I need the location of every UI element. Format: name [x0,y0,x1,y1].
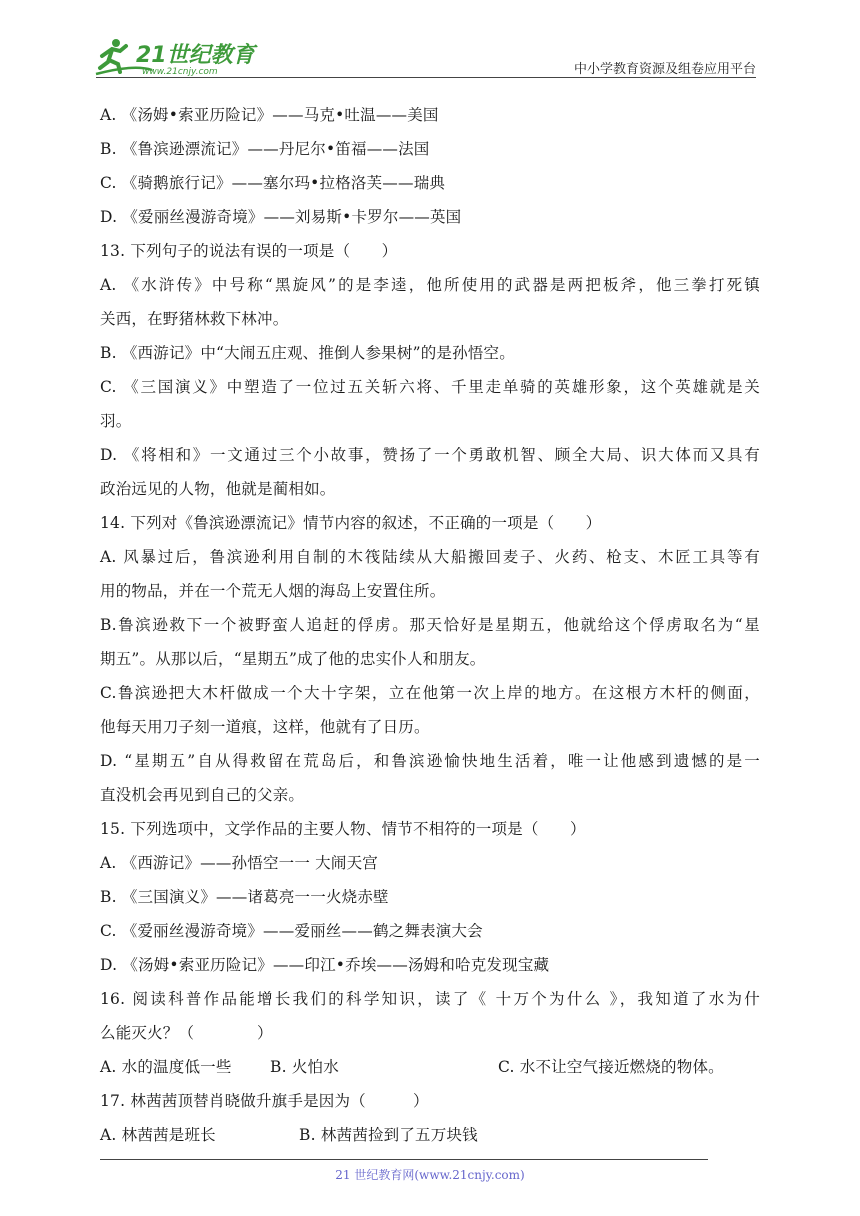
q16-options [100,1050,760,1084]
q13-stem: 13. 下列句子的说法有误的一项是（ ） [100,242,398,260]
q12-option-b: B. 《鲁滨逊漂流记》——丹尼尔•笛福——法国 [100,140,430,158]
svg-text:www.21cnjy.com: www.21cnjy.com [142,67,218,77]
platform-tagline: 中小学教育资源及组卷应用平台 [573,62,756,77]
site-logo [94,36,264,78]
q14-option-a-line1: A. 风暴过后，鲁滨逊利用自制的木筏陆续从大船搬回麦子、火药、枪支、木匠工具等有 [100,548,760,566]
q17-option-a: A. 林茜茜是班长 [100,1126,216,1144]
header-divider [96,77,756,78]
q14-option-b-line1: B.鲁滨逊救下一个被野蛮人追赶的俘虏。那天恰好是星期五，他就给这个俘虏取名为“星 [100,616,760,634]
q13-option-a-line1: A. 《水浒传》中号称“黑旋风”的是李逵，他所使用的武器是两把板斧，他三拳打死镇 [100,276,760,294]
q14-option-a-line2: 用的物品，并在一个荒无人烟的海岛上安置住所。 [100,582,446,600]
q14-stem: 14. 下列对《鲁滨逊漂流记》情节内容的叙述，不正确的一项是（ ） [100,514,602,532]
q12-option-d: D. 《爱丽丝漫游奇境》——刘易斯•卡罗尔——英国 [100,208,462,226]
q15-option-d: D. 《汤姆•索亚历险记》——印江•乔埃——汤姆和哈克发现宝藏 [100,956,550,974]
q15-option-b: B. 《三国演义》——诸葛亮一一火烧赤壁 [100,888,389,906]
q16-option-a: A. 水的温度低一些 [100,1058,232,1076]
q15-option-c: C. 《爱丽丝漫游奇境》——爱丽丝——鹤之舞表演大会 [100,922,483,940]
question-content [100,98,760,1152]
q14-option-b-line2: 期五”。从那以后，“星期五”成了他的忠实仆人和朋友。 [100,650,486,668]
page-header [0,0,860,80]
q13-option-c-line1: C. 《三国演义》中塑造了一位过五关斩六将、千里走单骑的英雄形象，这个英雄就是关 [100,378,760,396]
q13-option-a-line2: 关西，在野猪林救下林冲。 [100,310,289,328]
q13-option-b: B. 《西游记》中“大闹五庄观、推倒人参果树”的是孙悟空。 [100,344,515,362]
q14-option-c-line1: C.鲁滨逊把大木杆做成一个大十字架，立在他第一次上岸的地方。在这根方木杆的侧面， [100,684,760,702]
q16-option-c: C. 水不让空气接近燃烧的物体。 [498,1058,724,1076]
q14-option-d-line2: 直没机会再见到自己的父亲。 [100,786,305,804]
q17-options [100,1118,760,1152]
q13-option-c-line2: 羽。 [100,412,132,430]
q13-option-d-line2: 政治远见的人物，他就是蔺相如。 [100,480,336,498]
q12-option-c: C. 《骑鹅旅行记》——塞尔玛•拉格洛芙——瑞典 [100,174,446,192]
q17-stem: 17. 林茜茜顶替肖晓做升旗手是因为（ ） [100,1092,429,1110]
q13-option-d-line1: D. 《将相和》一文通过三个小故事，赞扬了一个勇敢机智、顾全大局、识大体而又具有 [100,446,760,464]
footer-site-link[interactable]: 21 世纪教育网(www.21cnjy.com) [335,1168,525,1182]
q15-stem: 15. 下列选项中，文学作品的主要人物、情节不相符的一项是（ ） [100,820,586,838]
q14-option-d-line1: D. “星期五”自从得救留在荒岛后，和鲁滨逊愉快地生活着，唯一让他感到遗憾的是一 [100,752,760,770]
q15-option-a: A. 《西游记》——孙悟空一一 大闹天宫 [100,854,378,872]
q17-option-b: B. 林茜茜捡到了五万块钱 [299,1126,478,1144]
svg-text:21世纪教育: 21世纪教育 [136,43,255,68]
q14-option-c-line2: 他每天用刀子刻一道痕，这样，他就有了日历。 [100,718,430,736]
q16-option-b: B. 火怕水 [270,1058,339,1076]
q16-stem-line2: 么能灭火？（ ） [100,1024,273,1042]
q12-option-a: A. 《汤姆•索亚历险记》——马克•吐温——美国 [100,106,439,124]
q16-stem-line1: 16. 阅读科普作品能增长我们的科学知识，读了《 十万个为什么 》，我知道了水为什 [100,990,760,1008]
footer-divider [100,1159,708,1160]
